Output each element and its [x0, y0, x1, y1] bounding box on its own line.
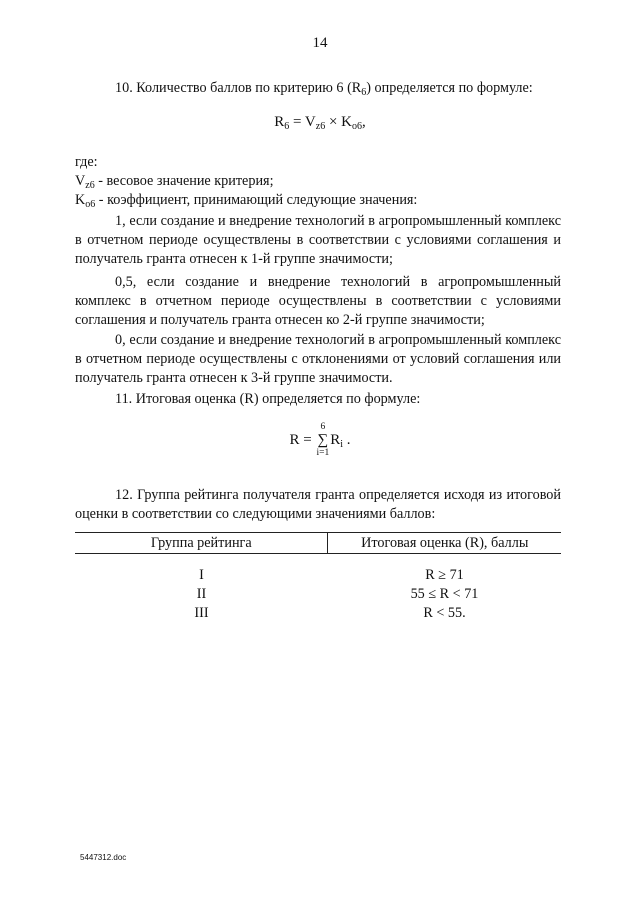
value-1-paragraph: 1, если создание и внедрение технологий в агропромышленный комплекс в отчетном периоде осуществлены в соответствии с условиями соглашения и получатель гранта отнесен к 1-й группе значимости;: [75, 213, 561, 267]
table-row: [75, 585, 561, 604]
value-05-paragraph: 0,5, если создание и внедрение технологий в агропромышленный комплекс в отчетном периоде осуществлены в соответствии с условиями соглашения и получатель гранта отнесен ко 2-й группе значимости;: [75, 274, 561, 328]
table-row: [75, 566, 561, 585]
table-cell: R ≥ 71: [425, 567, 464, 583]
rating-table: [75, 532, 561, 623]
table-header-row: [75, 532, 561, 554]
k-definition: $K_{о6}$ - коэффициент, принимающий следующие значения:: [75, 192, 418, 210]
table-cell: 55 ≤ R < 71: [410, 586, 479, 602]
table-cell: I: [199, 567, 204, 583]
item-12-paragraph: 12. Группа рейтинга получателя гранта определяется исходя из итоговой оценки в соответствии со следующими значениями баллов:: [75, 487, 561, 522]
sum-operator: 6 ∑ i=1: [316, 422, 330, 458]
table-cell: III: [194, 605, 209, 621]
formula-r6: $R_6 = V_{z6} \times K_{о6}$,: [274, 114, 366, 132]
item-11-paragraph: 11. Итоговая оценка (R) определяется по формуле:: [115, 391, 421, 407]
table-cell: R < 55.: [423, 605, 466, 621]
file-name-footer: 5447312.doc: [80, 853, 127, 862]
table-header-cell: Группа рейтинга: [75, 533, 328, 553]
formula-r-sum: R = 6 ∑ i=1 $R_i$ .: [289, 422, 351, 458]
table-row: [75, 604, 561, 623]
page-number: 14: [312, 35, 328, 51]
table-header-cell: Итоговая оценка (R), баллы: [361, 535, 529, 551]
item-10-paragraph: 10. Количество баллов по критерию 6 $(R_6)$ определяется по формуле:: [115, 80, 533, 98]
table-cell: II: [196, 586, 207, 602]
v-definition: $V_{z6}$ - весовое значение критерия;: [75, 173, 274, 191]
value-0-paragraph: 0, если создание и внедрение технологий в агропромышленный комплекс в отчетном периоде осуществлены с отклонениями от условий соглашения или получатель гранта отнесен к 3-й группе значимости.: [75, 332, 561, 386]
where-label: где:: [75, 154, 98, 170]
